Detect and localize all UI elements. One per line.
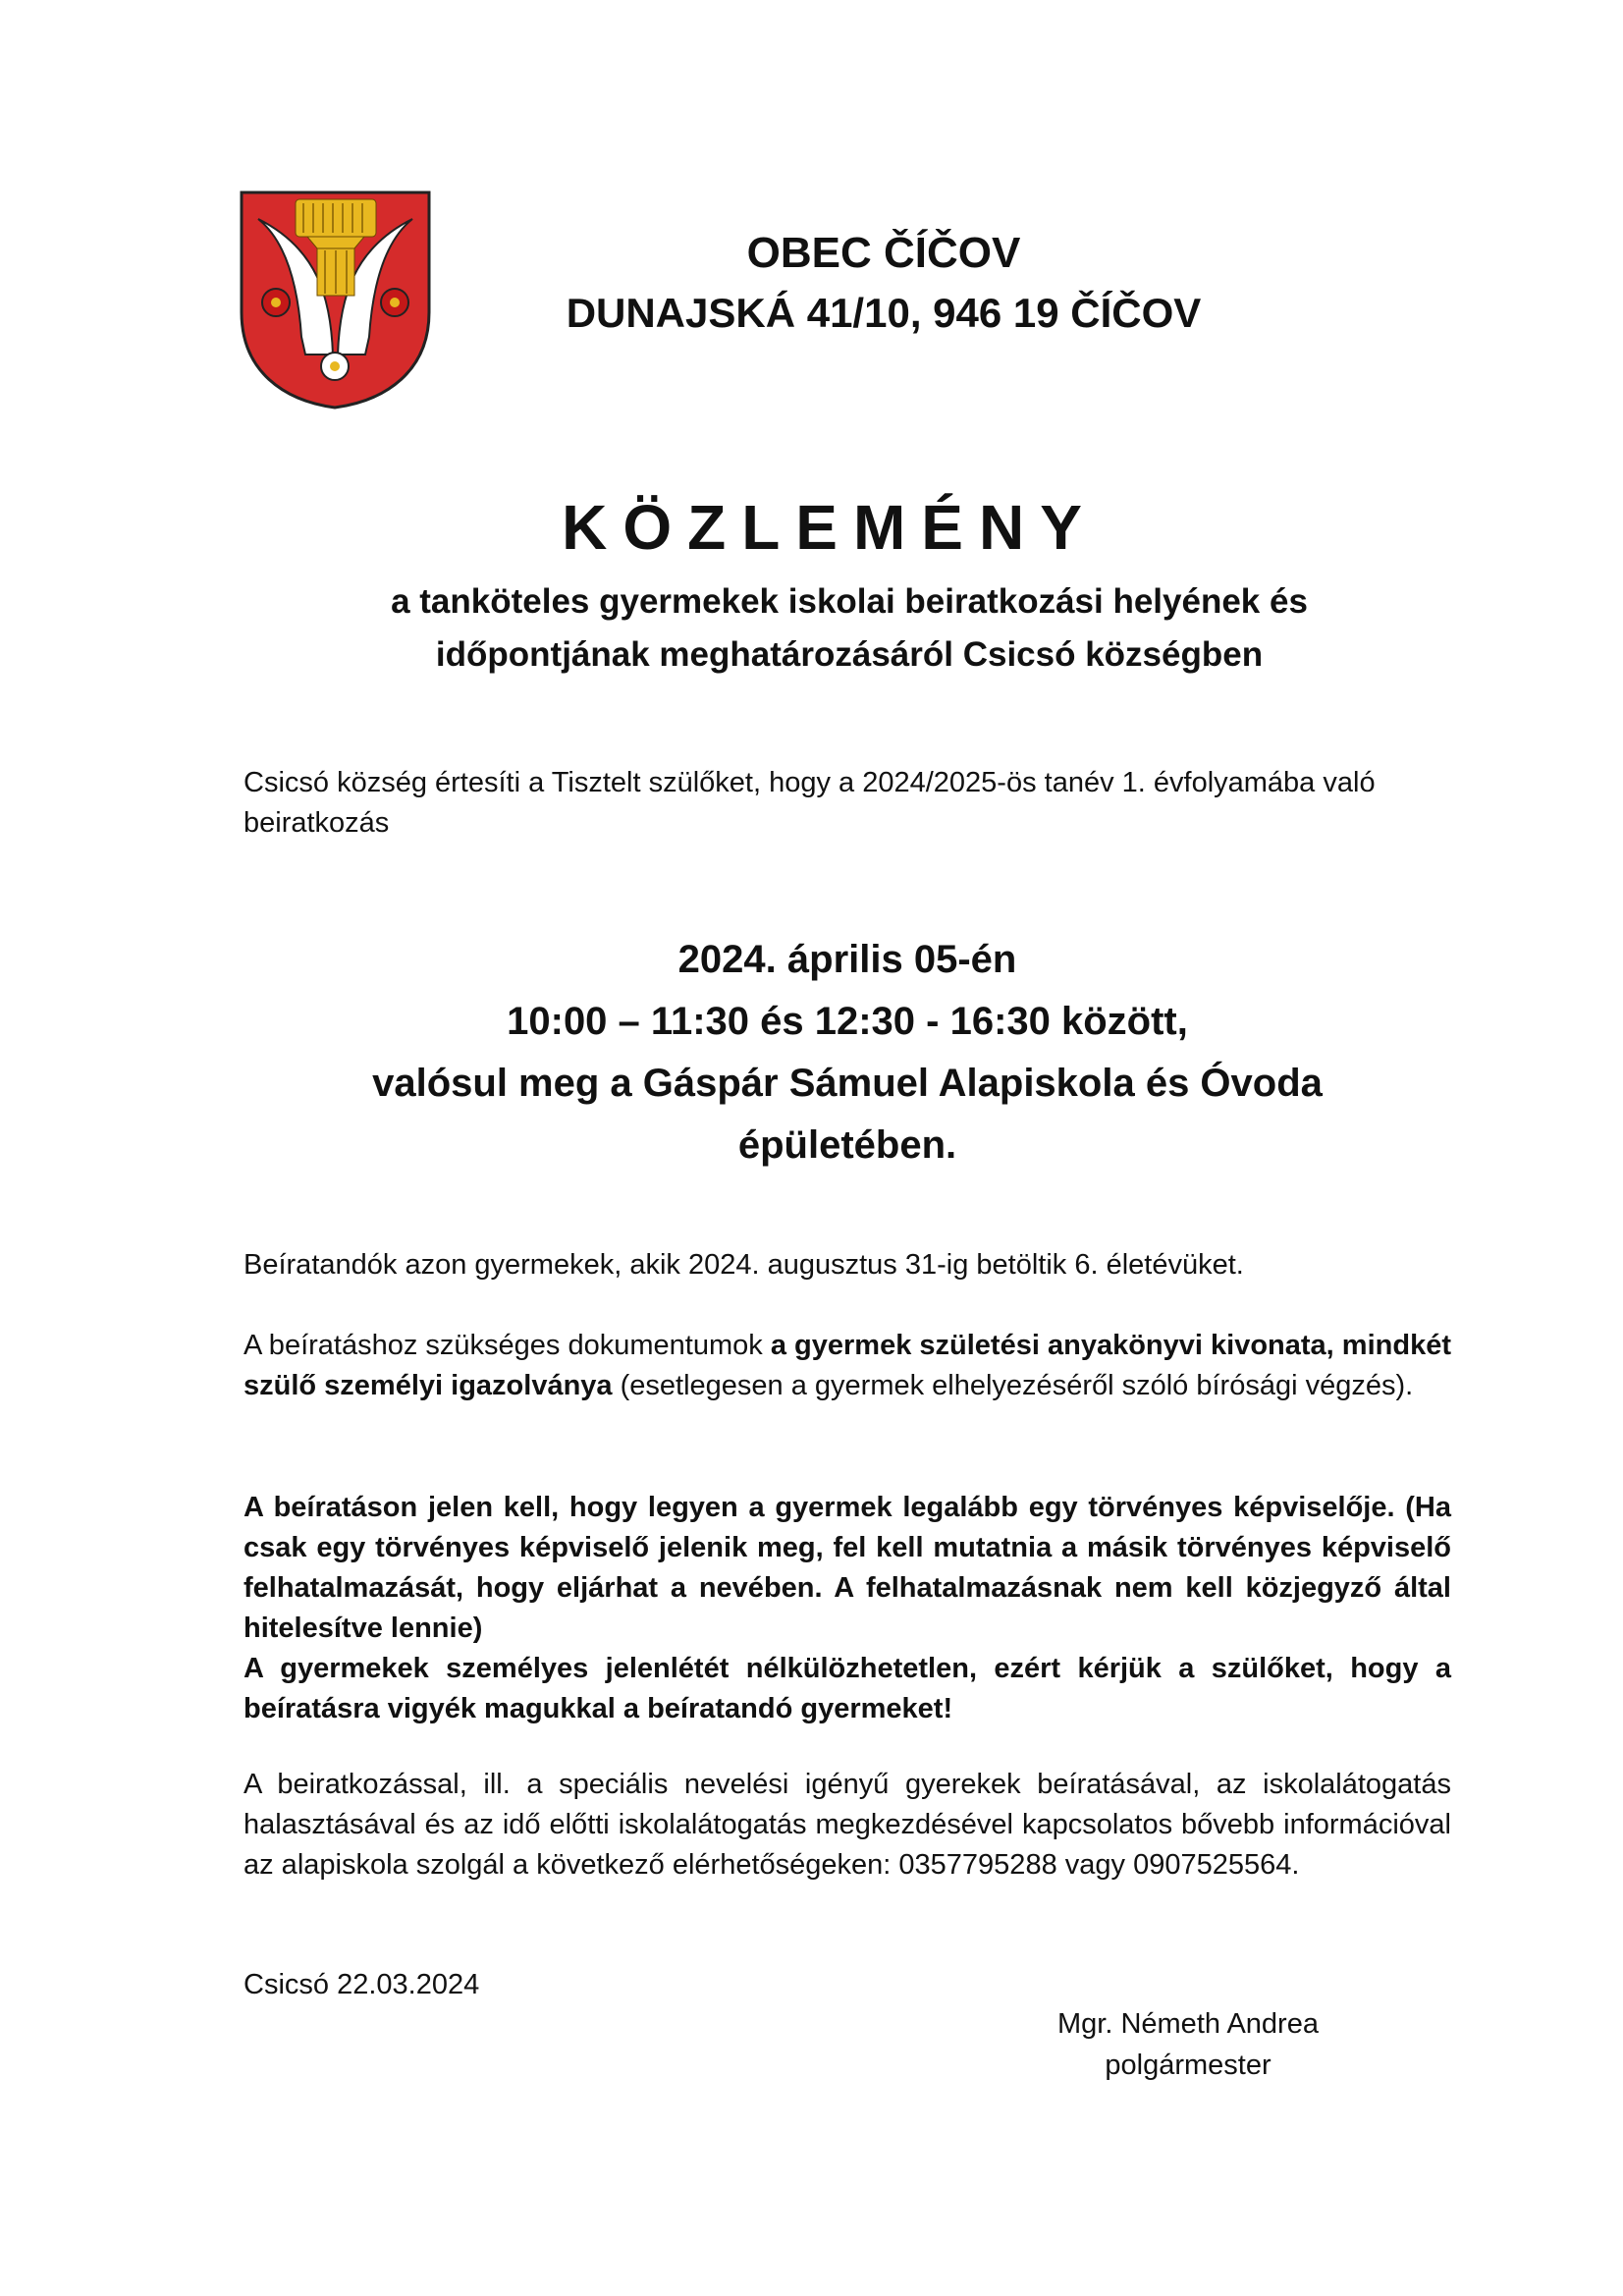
event-time: 10:00 – 11:30 és 12:30 - 16:30 között,: [507, 1000, 1188, 1043]
place-and-date: Csicsó 22.03.2024: [243, 1969, 480, 2000]
municipality-address: DUNAJSKÁ 41/10, 946 19 ČÍČOV: [566, 290, 1202, 336]
municipality-name: OBEC ČÍČOV: [746, 229, 1021, 277]
signer-name: Mgr. Németh Andrea: [1057, 2008, 1319, 2040]
documents-paragraph: [243, 1326, 1451, 1406]
document-subtitle: [245, 575, 1453, 682]
presence-paragraph: [243, 1488, 1451, 1729]
subtitle-line-1: a tanköteles gyermekek iskolai beiratkozási helyének és: [391, 582, 1308, 621]
document-title: KÖZLEMÉNY: [562, 492, 1098, 563]
documents-required-list: a gyermek születési anyakönyvi kivonata, mindkét szülő személyi igazolványa: [243, 1330, 1451, 1401]
event-details: [243, 929, 1451, 1176]
documents-text-1: A beíratáshoz szükséges dokumentumok: [243, 1330, 771, 1361]
contact-paragraph: A beiratkozással, ill. a speciális nevelési igényű gyerekek beíratásával, az iskolalátogatás halasztásával és az idő előtti iskolalátogatás megkezdésével kapcsolatos bővebb információval az alapiskola szolgál a következő elérhetőségeken: 0357795288 vagy 0907525564.: [243, 1769, 1451, 1881]
event-location-end: épületében.: [737, 1123, 957, 1167]
municipality-header: [511, 226, 1257, 346]
coat-of-arms-logo: [239, 190, 432, 410]
eligibility-paragraph: Beíratandók azon gyermekek, akik 2024. augusztus 31-ig betöltik 6. életévüket.: [243, 1249, 1244, 1281]
documents-text-2: (esetlegesen a gyermek elhelyezéséről szóló bírósági végzés).: [612, 1370, 1414, 1401]
intro-paragraph: Csicsó község értesíti a Tisztelt szülőket, hogy a 2024/2025-ös tanév 1. évfolyamába való beiratkozás: [243, 767, 1376, 839]
presence-requirement: A beíratáson jelen kell, hogy legyen a gyermek legalább egy törvényes képviselője. (Ha csak egy törvényes képviselő jelenik meg, fel kell mutatnia a másik törvényes képviselő felhatalmazását, hogy eljárhat a nevében. A felhatalmazásnak nem kell közjegyző által hitelesítve lennie): [243, 1492, 1451, 1644]
signer-role: polgármester: [1105, 2050, 1271, 2081]
signature-block: [992, 2003, 1384, 2086]
presence-children: A gyermekek személyes jelenlétét nélkülözhetetlen, ezért kérjük a szülőket, hogy a beíratásra vigyék magukkal a beíratandó gyermeket!: [243, 1653, 1451, 1724]
event-date: 2024. április 05-én: [677, 938, 1017, 981]
event-location: valósul meg a Gáspár Sámuel Alapiskola és Óvoda: [372, 1062, 1323, 1105]
subtitle-line-2: időpontjának meghatározásáról Csicsó községben: [435, 635, 1264, 674]
